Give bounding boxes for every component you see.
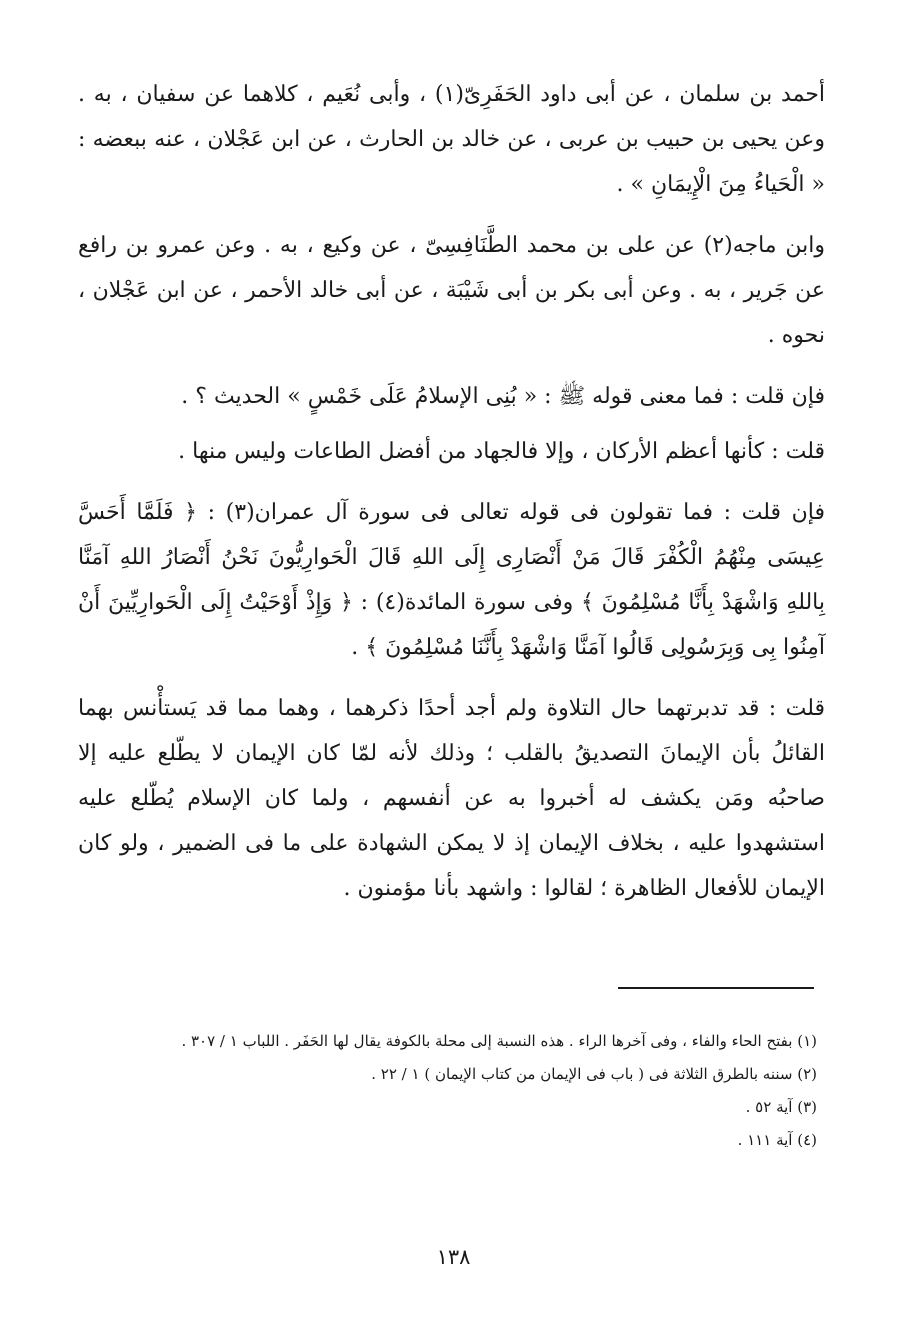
page-number: ١٣٨: [436, 1245, 471, 1269]
footnote-2: (٢) سننه بالطرق الثلاثة فى ( باب فى الإيمان من كتاب الإيمان ) ١ / ٢٢ .: [371, 1065, 817, 1083]
footnotes: [90, 1030, 817, 1162]
footnote-3: (٣) آية ٥٢ .: [745, 1098, 817, 1116]
main-text: [78, 72, 825, 927]
paragraph-question-verses: فإن قلت : فما تقولون فى قوله تعالى فى سورة آل عمران(٣) : ﴿ فَلَمَّا أَحَسَّ عِيسَى مِنْهُمُ الْكُفْرَ قَالَ مَنْ أَنْصَارِى إِلَى اللهِ قَالَ الْحَوارِيُّونَ نَحْنُ أَنْصَارُ اللهِ آمَنَّا بِاللهِ وَاشْهَدْ بِأَنَّا مُسْلِمُونَ ﴾ وفى سورة المائدة(٤) : ﴿ وَإِذْ أَوْحَيْتُ إِلَى الْحَوارِيِّينَ أَنْ آمِنُوا بِى وَبِرَسُولِى قَالُوا آمَنَّا وَاشْهَدْ بِأَنَّنَا مُسْلِمُونَ ﴾ .: [78, 500, 826, 660]
paragraph-answer-pillars: قلت : كأنها أعظم الأركان ، وإلا فالجهاد من أفضل الطاعات وليس منها .: [178, 439, 825, 464]
footnote-1: (١) بفتح الحاء والفاء ، وفى آخرها الراء . هذه النسبة إلى محلة بالكوفة يقال لها الحَفَر . اللباب ١ / ٣٠٧ .: [181, 1032, 817, 1050]
footnote-separator: [618, 987, 814, 989]
paragraph-ibn-majah: وابن ماجه(٢) عن على بن محمد الطَّنَافِسِىّ ، عن وكيع ، به . وعن عمرو بن رافع عن جَرير ، به . وعن أبى بكر بن أبى شَيْبَة ، عن أبى خالد الأحمر ، عن ابن عَجْلان ، نحوه .: [78, 233, 825, 348]
paragraph-answer-verses: قلت : قد تدبرتهما حال التلاوة ولم أجد أحدًا ذكرهما ، وهما مما قد يَستأْنس بهما القائلُ بأن الإيمانَ التصديقُ بالقلب ؛ وذلك لأنه لمّا كان الإيمان لا يطّلع عليه إلا صاحبُه ومَن يكشف له أخبروا به عن أنفسهم ، ولما كان الإسلام يُطّلع عليه استشهدوا عليه ، بخلاف الإيمان إذ لا يمكن الشهادة على ما فى الضمير ، ولو كان الإيمان للأفعال الظاهرة ؛ لقالوا : واشهد بأنا مؤمنون .: [78, 696, 825, 901]
paragraph-question-five-pillars: فإن قلت : فما معنى قوله ﷺ : « بُنِى الإسلامُ عَلَى خَمْسٍ » الحديث ؟ .: [181, 384, 825, 409]
paragraph-hadith-chains: أحمد بن سلمان ، عن أبى داود الحَفَرِىّ(١) ، وأبى نُعَيم ، كلاهما عن سفيان ، به . وعن يحيى بن حبيب بن عربى ، عن خالد بن الحارث ، عن ابن عَجْلان ، عنه ببعضه : « الْحَياءُ مِنَ الْإِيمَانِ » .: [78, 82, 826, 197]
footnote-4: (٤) آية ١١١ .: [737, 1131, 817, 1149]
